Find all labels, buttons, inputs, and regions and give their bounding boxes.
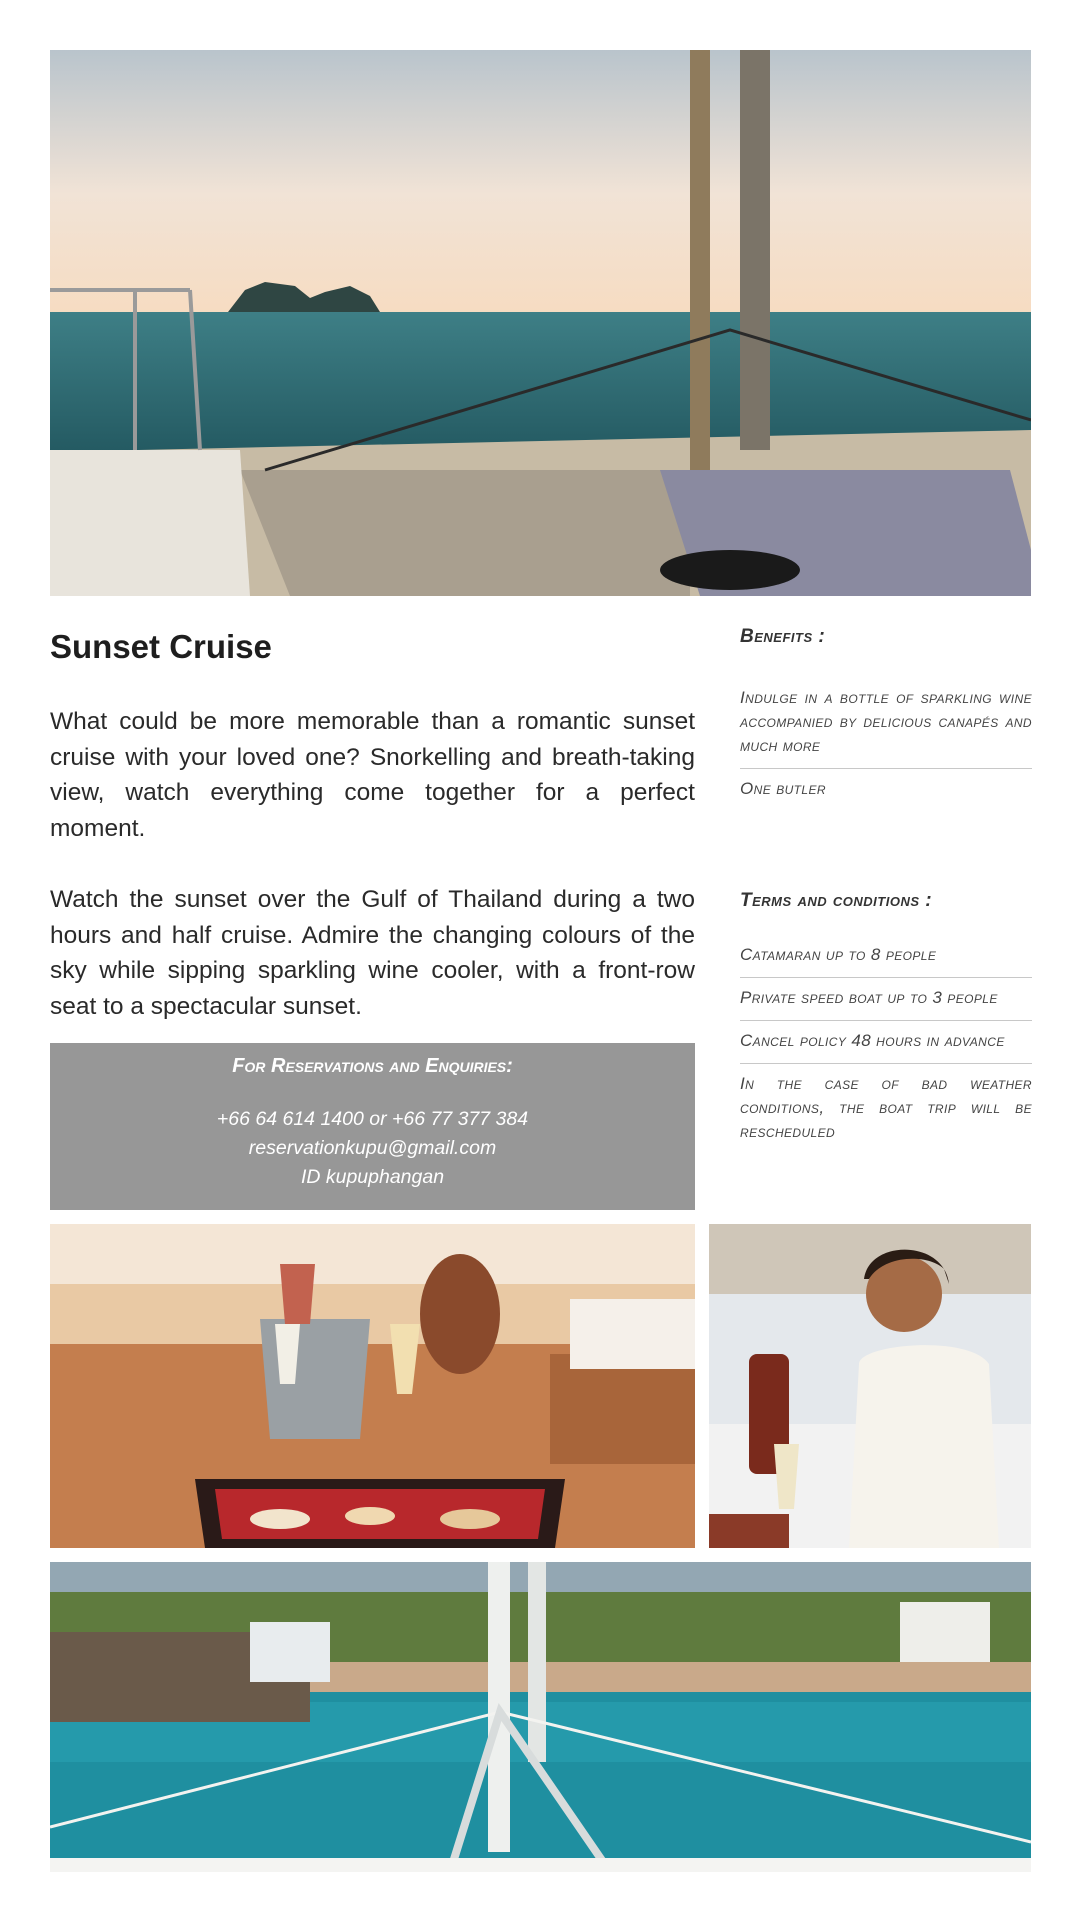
terms-list — [740, 935, 1032, 1154]
benefits-heading: Benefits : — [740, 626, 826, 647]
intro-paragraph: What could be more memorable than a romantic sunset cruise with your loved one? Snorkelling and breath-taking view, watch everything come together for a perfect moment. — [50, 708, 695, 842]
champagne-canapes-photo — [50, 1224, 695, 1548]
benefits-list — [740, 678, 1032, 811]
terms-item: Cancel policy 48 hours in advance — [740, 1021, 1032, 1064]
hero-catamaran-photo — [50, 50, 1031, 596]
terms-item: Catamaran up to 8 people — [740, 935, 1032, 978]
reservation-box — [50, 1043, 695, 1210]
benefit-item: One butler — [740, 779, 826, 798]
description-paragraph: Watch the sunset over the Gulf of Thailand during a two hours and half cruise. Admire the changing colours of the sky while sipping sparkling wine cooler, with a front-row seat to a spectacular sunset. — [50, 886, 695, 1020]
terms-item: Private speed boat up to 3 people — [740, 978, 1032, 1021]
marina-photo — [50, 1562, 1031, 1872]
reservation-email: reservationkupu@gmail.com — [248, 1137, 497, 1159]
reservation-id: ID kupuphangan — [300, 1166, 445, 1188]
page-title: Sunset Cruise — [50, 628, 272, 665]
benefit-item: Indulge in a bottle of sparkling wine accompanied by delicious canapés and much more — [740, 678, 1032, 769]
terms-item: In the case of bad weather conditions, the boat trip will be rescheduled — [740, 1074, 1032, 1141]
terms-heading: Terms and conditions : — [740, 890, 933, 911]
reservation-phones: +66 64 614 1400 or +66 77 377 384 — [216, 1108, 529, 1130]
butler-photo — [709, 1224, 1031, 1548]
reservation-heading: For Reservations and Enquiries: — [232, 1055, 513, 1077]
sidebar — [740, 626, 1032, 1141]
